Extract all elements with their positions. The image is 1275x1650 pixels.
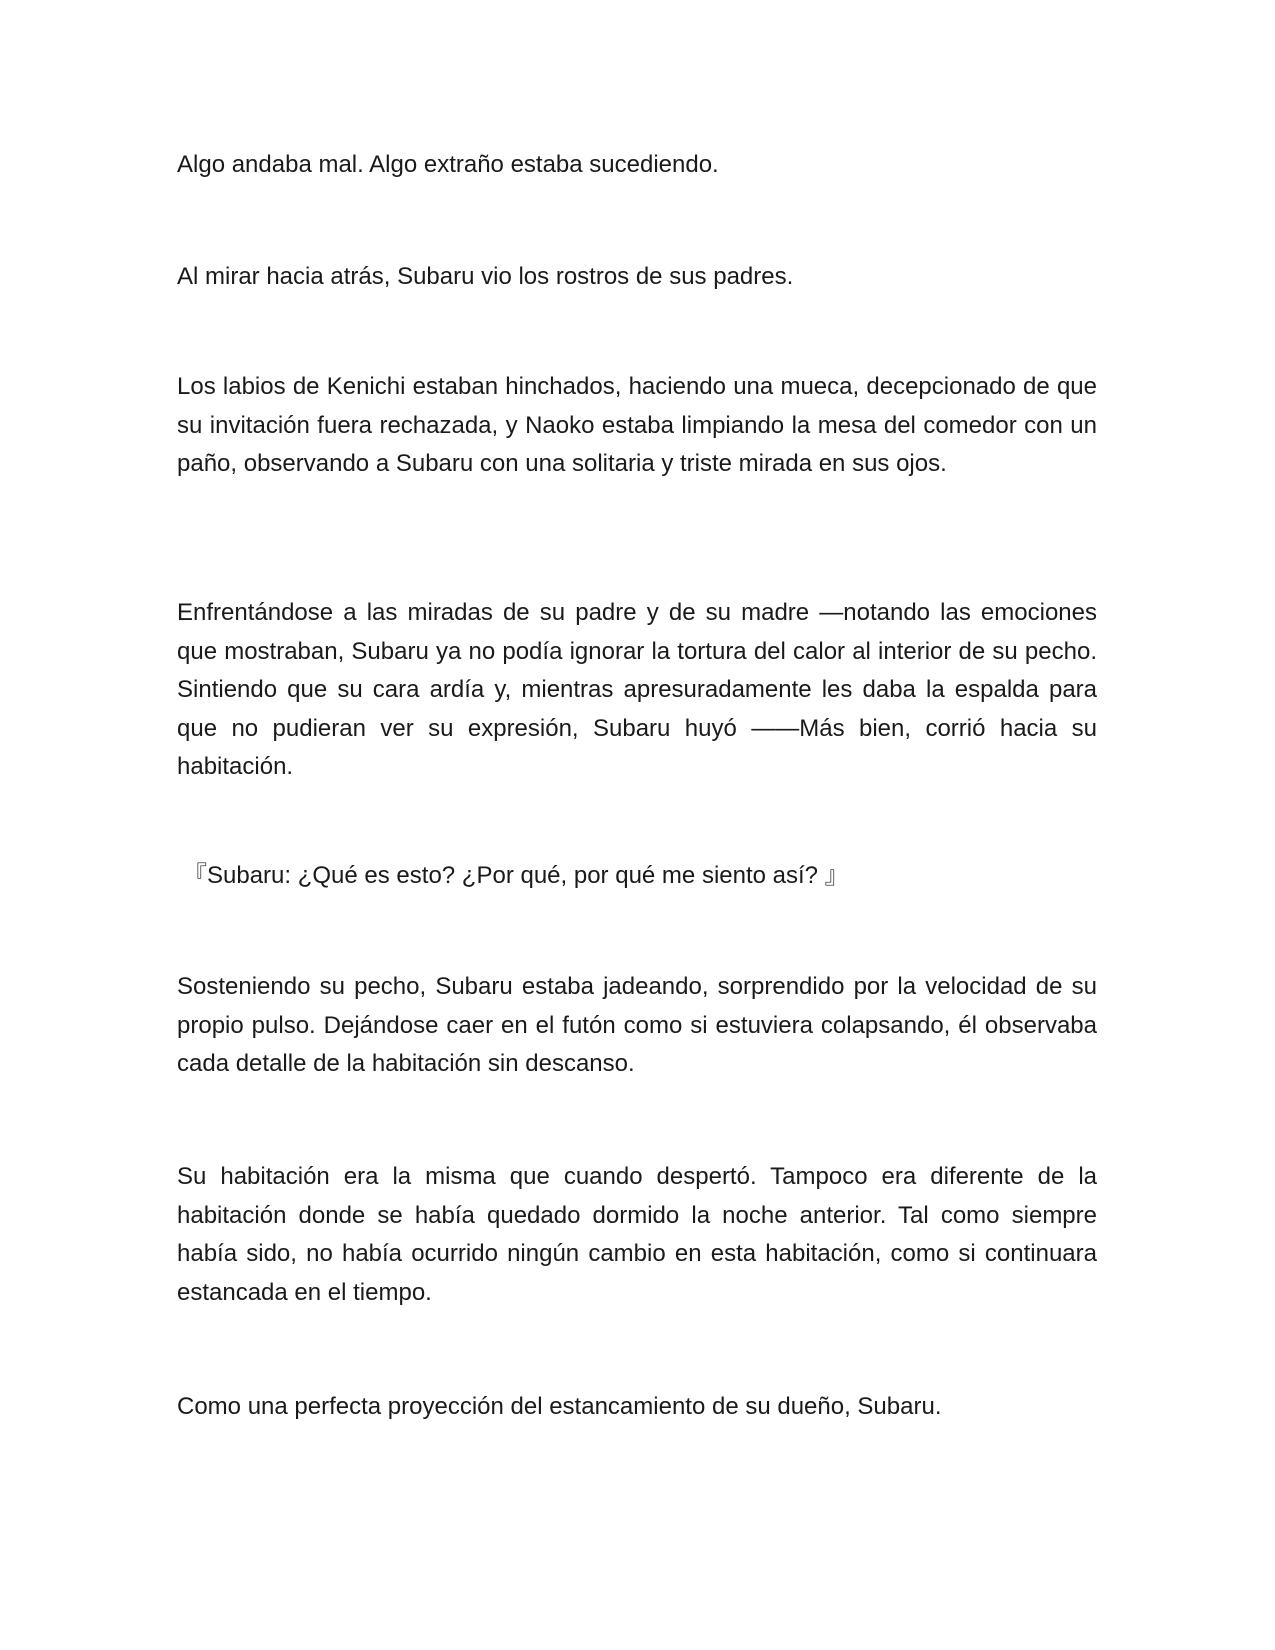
paragraph: Como una perfecta proyección del estancamiento de su dueño, Subaru. bbox=[177, 1393, 942, 1420]
paragraph: Su habitación era la misma que cuando despertó. Tampoco era diferente de la habitación donde se había quedado dormido la noche anterior. Tal como siempre había sido, no había ocurrido ningún cambio en esta habitación, como si continuara estancada en el tiempo. bbox=[177, 1163, 1097, 1306]
paragraph: Sosteniendo su pecho, Subaru estaba jadeando, sorprendido por la velocidad de su propio pulso. Dejándose caer en el futón como si estuviera colapsando, él observaba cada detalle de la habitación sin descanso. bbox=[177, 973, 1097, 1077]
paragraph: Enfrentándose a las miradas de su padre y de su madre —notando las emociones que mostraban, Subaru ya no podía ignorar la tortura del calor al interior de su pecho. Sintiendo que su cara ardía y, mientras apresuradamente les daba la espalda para que no pudieran ver su expresión, Subaru huyó ——Más bien, corrió hacia su habitación. bbox=[177, 599, 1097, 780]
dialogue-line: 『Subaru: ¿Qué es esto? ¿Por qué, por qué me siento así? 』 bbox=[183, 862, 849, 889]
paragraph: Los labios de Kenichi estaban hinchados, haciendo una mueca, decepcionado de que su invitación fuera rechazada, y Naoko estaba limpiando la mesa del comedor con un paño, observando a Subaru con una solitaria y triste mirada en sus ojos. bbox=[177, 373, 1097, 477]
paragraph: Al mirar hacia atrás, Subaru vio los rostros de sus padres. bbox=[177, 263, 794, 290]
paragraph: Algo andaba mal. Algo extraño estaba sucediendo. bbox=[177, 151, 719, 178]
